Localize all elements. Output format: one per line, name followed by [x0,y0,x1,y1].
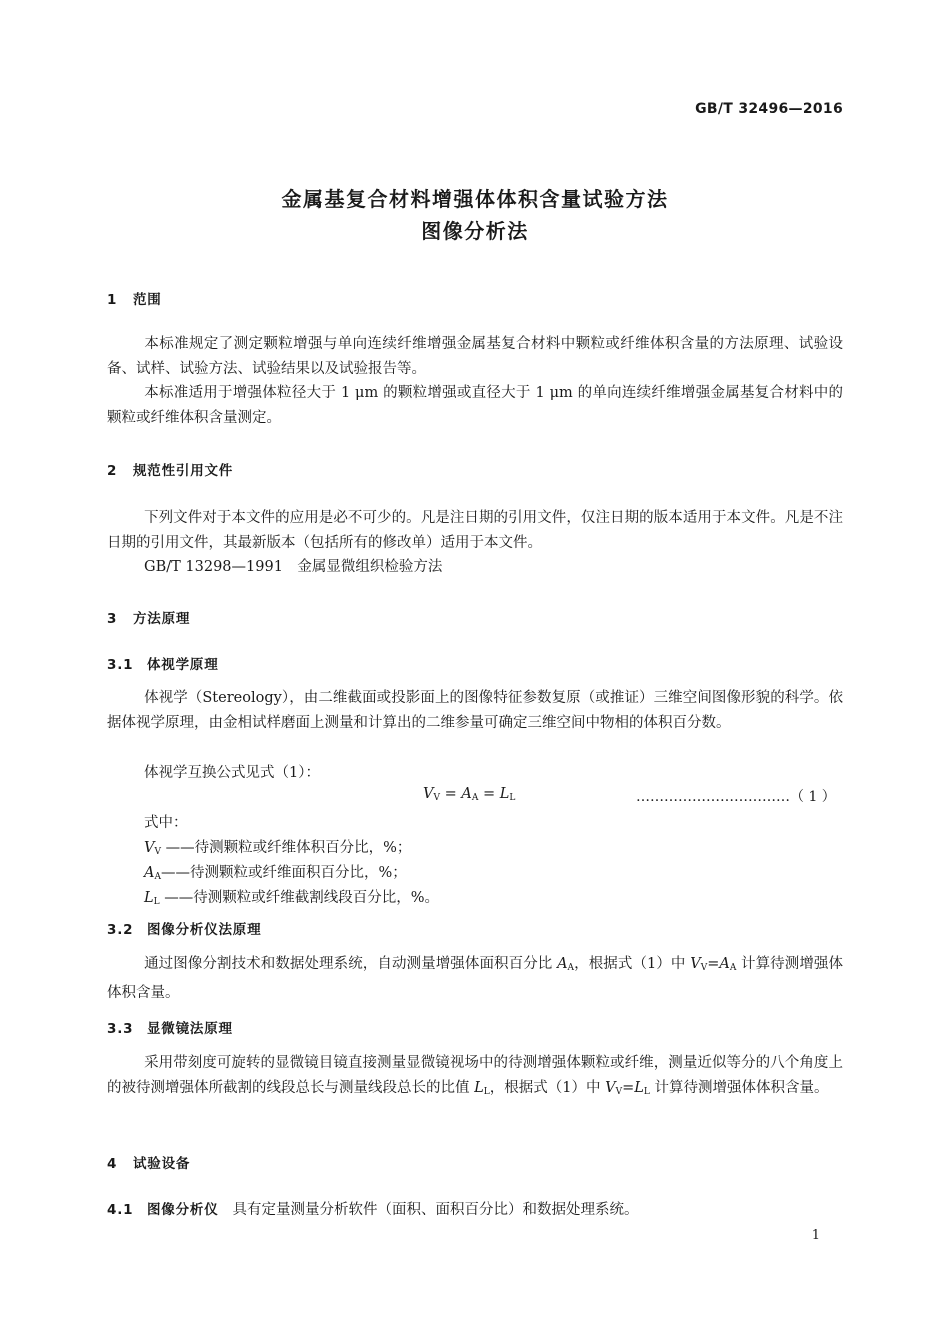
subscript: V [433,793,440,803]
subscript: L [643,1087,650,1097]
paragraph-text: 计算待测增强体体积含量。 [649,1080,829,1096]
paragraph-text: 计算待测增强体体积含量。 [107,956,844,1001]
paragraph-text: 通过图像分割技术和数据处理系统，自动测量增强体面积百分比 [144,956,558,972]
section-number: 4 [107,1156,118,1172]
subsection-number: 3.3 [107,1021,134,1037]
subsection-3-1-paragraph-1 [107,686,843,736]
subscript: L [509,793,516,803]
section-1-paragraph-2 [107,381,843,431]
subscript: A [154,872,161,882]
subsection-title: 图像分析仪法原理 [147,922,262,938]
subsection-number: 4.1 [107,1202,134,1218]
paragraph-text: 体视学（Stereology），由二维截面或投影面上的图像特征参数复原（或推证）三维空间图像形貌的科学。依据体视学原理，由金相试样磨面上测量和计算出的二维参量可确定三维空间中物相的体积百分数。 [107,690,843,731]
subsection-4-1 [107,1198,639,1219]
definition-l [144,886,439,915]
section-title: 试验设备 [133,1156,191,1172]
normative-reference: GB/T 13298—1991 金属显微组织检验方法 [144,559,443,575]
document-title-line1: 金属基复合材料增强体体积含量试验方法 [281,187,669,211]
subscript: A [729,963,737,973]
definition-text: ——待测颗粒或纤维面积百分比，%； [160,865,407,881]
section-title: 规范性引用文件 [133,463,234,479]
paragraph-text: 下列文件对于本文件的应用是必不可少的。凡是注日期的引用文件，仅注日期的版本适用于本文件。凡是不注日期的引用文件，其最新版本（包括所有的修改单）适用于本文件。 [107,510,843,551]
subsection-title: 图像分析仪 [147,1202,219,1218]
section-number: 2 [107,463,118,479]
section-3-heading [107,607,190,627]
section-1-paragraph-1 [107,332,843,382]
formula-1 [423,786,515,803]
section-2-heading [107,459,233,479]
paragraph-text: 采用带刻度可旋转的显微镜目镜直接测量显微镜视场中的待测增强体颗粒或纤维，测量近似等分的八个角度上的被待测增强体所截割的线段总长与测量线段总长的比值 [107,1055,843,1096]
section-number: 1 [107,292,118,308]
subscript: V [615,1087,623,1097]
subsection-number: 3.1 [107,657,134,673]
symbol-v: V [690,956,701,972]
subsection-title: 体视学原理 [147,657,219,673]
page-number: 1 [811,1228,820,1243]
symbol-l: L [474,1080,484,1096]
subsection-3-2-paragraph [107,952,843,1006]
subsection-3-3-paragraph [107,1051,843,1105]
symbol-l: L [499,786,510,802]
symbol-v: V [423,786,434,802]
subsection-text: 具有定量测量分析软件（面积、面积百分比）和数据处理系统。 [232,1202,639,1218]
equals: = [707,956,720,972]
section-4-heading [107,1152,190,1172]
subscript: L [483,1087,490,1097]
equals: = [622,1080,635,1096]
formula-number: ……………………………（ 1 ） [636,789,836,805]
paragraph-text: ，根据式（1）中 [489,1080,606,1096]
paragraph-text: ，根据式（1）中 [574,956,691,972]
symbol-a: A [144,865,155,881]
symbol-l: L [634,1080,644,1096]
symbol-v: V [605,1080,616,1096]
subsection-3-1-heading [107,653,219,673]
where-label: 式中： [144,815,188,831]
subscript: L [153,897,160,907]
section-2-paragraph-1 [107,506,843,556]
standard-number: GB/T 32496—2016 [695,101,843,117]
section-number: 3 [107,611,118,627]
subsection-title: 显微镜法原理 [147,1021,233,1037]
formula-intro: 体视学互换公式见式（1）： [144,765,320,781]
document-title-line2: 图像分析法 [421,219,529,243]
symbol-l: L [144,890,154,906]
subsection-number: 3.2 [107,922,134,938]
subscript: V [700,963,708,973]
subscript: A [567,963,575,973]
definition-text: ——待测颗粒或纤维体积百分比，%； [160,840,412,856]
paragraph-text: 本标准规定了测定颗粒增强与单向连续纤维增强金属基复合材料中颗粒或纤维体积含量的方法原理、试验设备、试样、试验方法、试验结果以及试验报告等。 [107,336,843,377]
paragraph-text: 本标准适用于增强体粒径大于 1 μm 的颗粒增强或直径大于 1 μm 的单向连续纤维增强金属基复合材料中的颗粒或纤维体积含量测定。 [107,385,843,426]
section-title: 范围 [133,292,162,308]
symbol-a: A [557,956,568,972]
section-1-heading [107,288,162,308]
definition-text: ——待测颗粒或纤维截割线段百分比，%。 [159,890,440,906]
equals: = [439,786,462,802]
symbol-a: A [719,956,730,972]
subsection-3-3-heading [107,1017,233,1037]
symbol-v: V [144,840,155,856]
section-title: 方法原理 [133,611,191,627]
symbol-a: A [461,786,472,802]
subsection-3-2-heading [107,918,261,938]
equals: = [478,786,500,802]
subscript: A [471,793,479,803]
subscript: V [154,847,161,857]
